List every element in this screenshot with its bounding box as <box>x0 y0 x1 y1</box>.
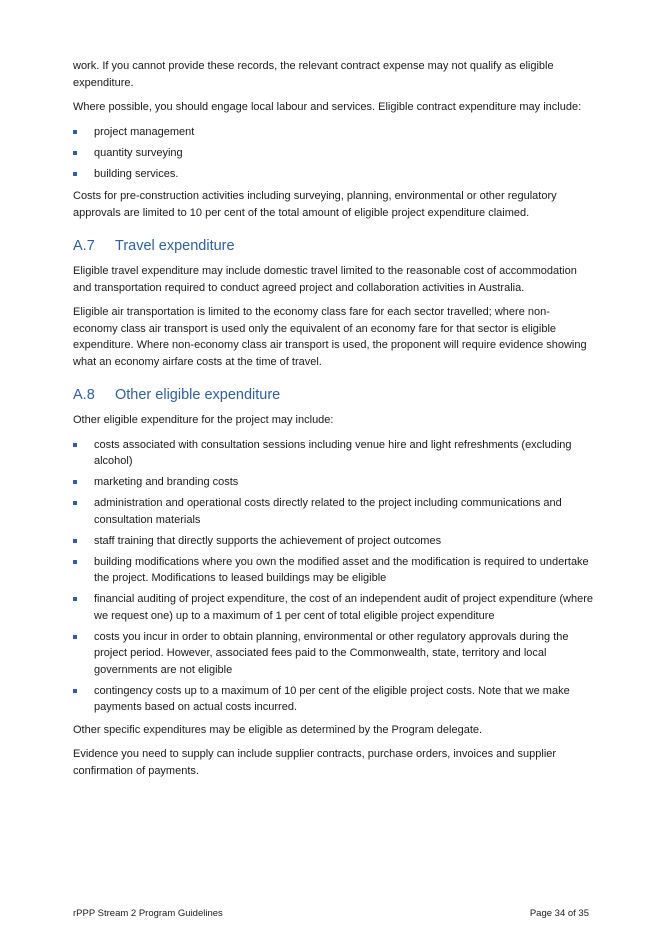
bullet-icon <box>73 480 77 484</box>
section-heading-a7 <box>73 237 593 255</box>
list-item-text: building modifications where you own the modified asset and the modification is required to undertake the project. Modifications to leased buildings may be eligible <box>94 555 589 584</box>
list-item-text: quantity surveying <box>94 146 183 159</box>
bullet-icon <box>73 539 77 543</box>
list-item-text: costs associated with consultation sessions including venue hire and light refreshments (excluding alcohol) <box>94 438 572 467</box>
other-expenditure-list <box>73 437 593 716</box>
list-item-text: contingency costs up to a maximum of 10 per cent of the eligible project costs. Note that we make payments based on actual costs incurred. <box>94 684 570 713</box>
a7-paragraph-2: Eligible air transportation is limited to the economy class fare for each sector travelled; where non-economy class air transport is used only the equivalent of an economy fare for that sector is eligible expenditure. Where non-economy class air transport is used, the proponent will require evidence showing what an economy airfare costs at the time of travel. <box>73 306 587 368</box>
footer-page-number: Page 34 of 35 <box>529 908 589 919</box>
bullet-icon <box>73 635 77 639</box>
bullet-icon <box>73 130 77 134</box>
bullet-icon <box>73 172 77 176</box>
list-item-text: financial auditing of project expenditure, the cost of an independent audit of project expenditure (where we request one) up to a maximum of 1 per cent of total eligible project expenditure <box>94 593 593 622</box>
bullet-icon <box>73 689 77 693</box>
list-item <box>73 533 593 550</box>
list-item <box>73 124 593 141</box>
bullet-icon <box>73 443 77 447</box>
bullet-icon <box>73 501 77 505</box>
list-item <box>73 145 593 162</box>
section-heading-a8 <box>73 386 593 404</box>
list-item <box>73 554 593 587</box>
bullet-icon <box>73 560 77 564</box>
list-item-text: costs you incur in order to obtain planning, environmental or other regulatory approvals during the project period. However, associated fees paid to the Commonwealth, state, territory and local governments are not eligible <box>94 630 569 676</box>
list-item <box>73 683 593 716</box>
section-number: A.8 <box>73 387 95 403</box>
section-title: Travel expenditure <box>115 238 235 254</box>
a8-paragraph-3: Evidence you need to supply can include supplier contracts, purchase orders, invoices and supplier confirmation of payments. <box>73 748 557 777</box>
bullet-icon <box>73 151 77 155</box>
list-item <box>73 495 593 528</box>
bullet-icon <box>73 597 77 601</box>
contract-expenditure-list <box>73 124 593 183</box>
list-item-text: staff training that directly supports the achievement of project outcomes <box>94 534 442 547</box>
section-title: Other eligible expenditure <box>115 387 281 403</box>
a8-paragraph-2: Other specific expenditures may be eligible as determined by the Program delegate. <box>73 723 483 736</box>
list-item <box>73 437 593 470</box>
list-item-text: marketing and branding costs <box>94 476 239 488</box>
list-item <box>73 591 593 624</box>
a8-paragraph-1: Other eligible expenditure for the project may include: <box>73 414 334 426</box>
section-number: A.7 <box>73 238 95 254</box>
intro-paragraph-1: work. If you cannot provide these records, the relevant contract expense may not qualify as eligible expenditure. <box>73 60 554 89</box>
list-item <box>73 629 593 679</box>
list-item-text: project management <box>94 125 195 138</box>
page-content <box>73 58 593 787</box>
list-item <box>73 166 593 183</box>
list-item-text: building services. <box>94 167 179 180</box>
footer-document-title: rPPP Stream 2 Program Guidelines <box>73 908 223 919</box>
intro-paragraph-3: Costs for pre-construction activities including surveying, planning, environmental or other regulatory approvals are limited to 10 per cent of the total amount of eligible project expenditure claimed. <box>73 190 557 219</box>
a7-paragraph-1: Eligible travel expenditure may include domestic travel limited to the reasonable cost of accommodation and transportation required to conduct agreed project and collaboration activities in Australia. <box>73 265 577 294</box>
list-item <box>73 474 593 491</box>
list-item-text: administration and operational costs directly related to the project including communications and consultation materials <box>94 497 562 526</box>
intro-paragraph-2: Where possible, you should engage local labour and services. Eligible contract expenditure may include: <box>73 101 582 113</box>
